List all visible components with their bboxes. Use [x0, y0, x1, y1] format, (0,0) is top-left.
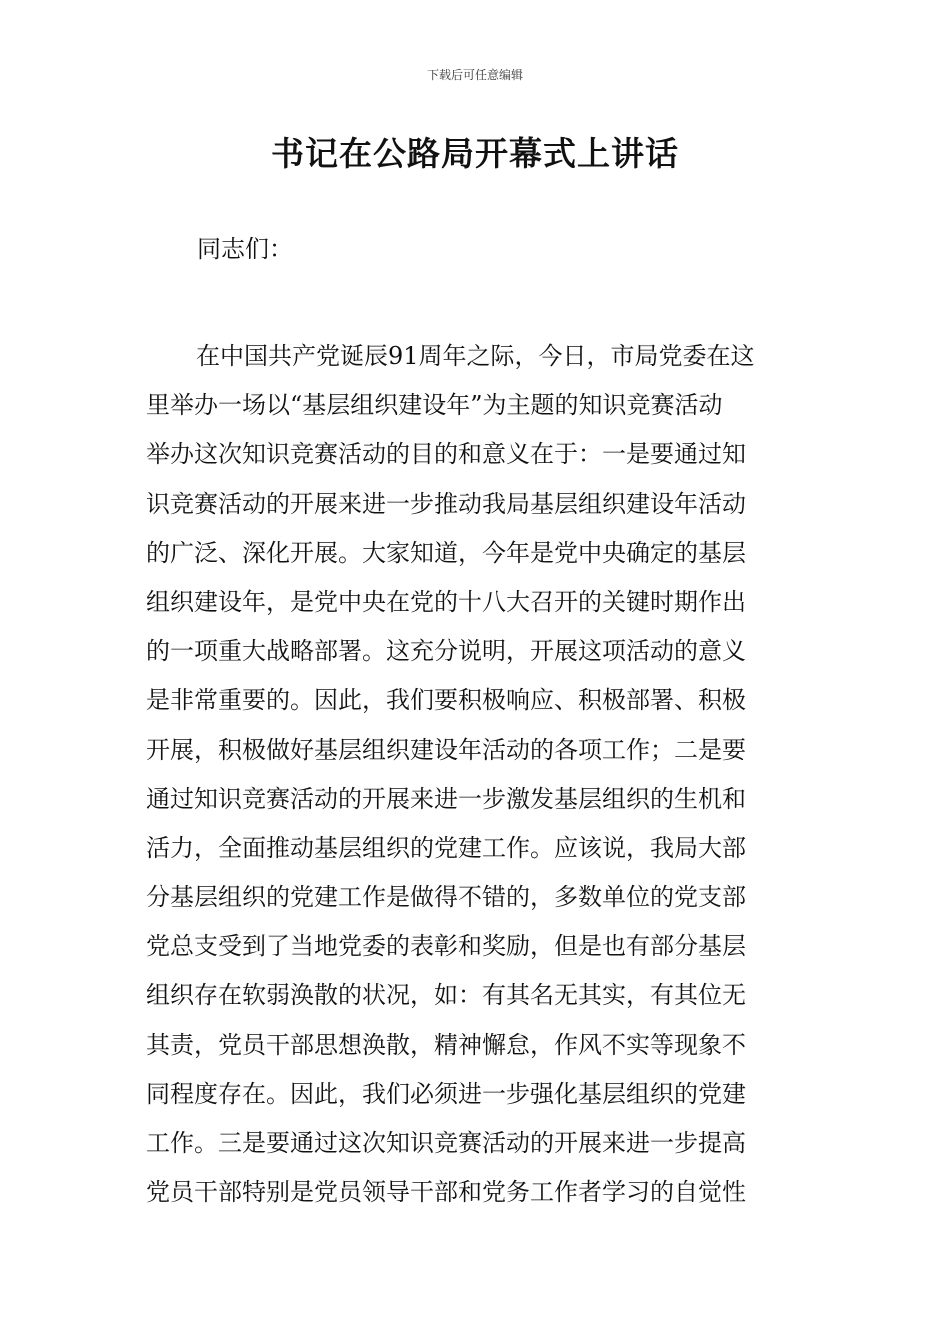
paragraph-line: 分基层组织的党建工作是做得不错的，多数单位的党支部	[146, 883, 746, 912]
paragraph-line: 通过知识竞赛活动的开展来进一步激发基层组织的生机和	[146, 784, 746, 813]
paragraph-line: 的一项重大战略部署。这充分说明，开展这项活动的意义	[146, 637, 746, 666]
paragraph-line: 同程度存在。因此，我们必须进一步强化基层组织的党建	[146, 1079, 746, 1108]
document-title: 书记在公路局开幕式上讲话	[271, 134, 679, 173]
paragraph-line: 党总支受到了当地党委的表彰和奖励，但是也有部分基层	[146, 932, 746, 961]
paragraph-line: 党员干部特别是党员领导干部和党务工作者学习的自觉性	[146, 1178, 746, 1207]
header-note: 下载后可任意编辑	[426, 68, 523, 82]
salutation: 同志们：	[197, 235, 293, 263]
paragraph-line: 举办这次知识竞赛活动的目的和意义在于：一是要通过知	[146, 440, 746, 469]
paragraph-line: 里举办一场以“基层组织建设年”为主题的知识竞赛活动	[146, 391, 723, 420]
body-paragraph	[146, 332, 806, 1217]
paragraph-line: 工作。三是要通过这次知识竞赛活动的开展来进一步提高	[146, 1129, 746, 1157]
paragraph-line: 的广泛、深化开展。大家知道，今年是党中央确定的基层	[146, 538, 746, 567]
paragraph-line: 活力，全面推动基层组织的党建工作。应该说，我局大部	[146, 833, 746, 862]
paragraph-line: 识竞赛活动的开展来进一步推动我局基层组织建设年活动	[146, 489, 746, 518]
paragraph-line: 组织存在软弱涣散的状况，如：有其名无其实，有其位无	[146, 981, 746, 1010]
paragraph-line: 其责，党员干部思想涣散，精神懈怠，作风不实等现象不	[146, 1030, 746, 1059]
paragraph-line: 组织建设年，是党中央在党的十八大召开的关键时期作出	[146, 587, 746, 616]
paragraph-line: 在中国共产党诞辰91周年之际，今日，市局党委在这	[196, 342, 755, 370]
paragraph-line: 开展，积极做好基层组织建设年活动的各项工作；二是要	[146, 735, 746, 764]
paragraph-line: 是非常重要的。因此，我们要积极响应、积极部署、积极	[146, 686, 746, 715]
